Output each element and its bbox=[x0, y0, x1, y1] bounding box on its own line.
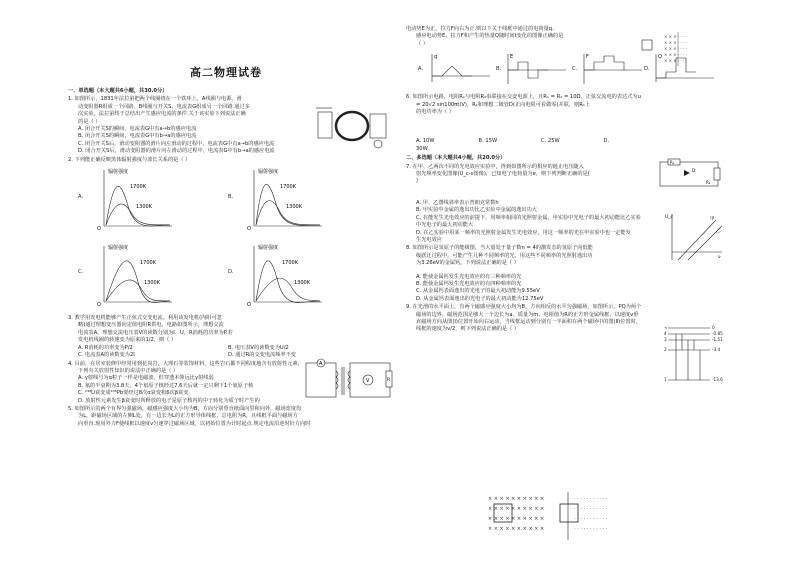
q7-graph bbox=[664, 212, 724, 262]
q6-option-d: D. bbox=[603, 138, 610, 145]
q2-chart-c bbox=[94, 242, 174, 308]
q5-graph-a bbox=[428, 52, 492, 86]
q6-option-a: A. 10W bbox=[416, 138, 435, 145]
q6-circuit bbox=[654, 158, 724, 192]
svg-text:× × × · · · ·: × × × · · · · bbox=[664, 34, 687, 39]
q4-line: 4. 目前，在居室装修中经常用到花岗岩、大理石等装饰材料，这些岩石都不同程度地含有放射性元素， bbox=[68, 360, 303, 367]
q3-options-row1 bbox=[68, 345, 378, 352]
svg-text:× × × × × × × × × ×: × × × × × × × × × × bbox=[488, 496, 545, 502]
q5-line: 为L，距磁场区域的左侧L处，有一边长为L的正方形导体线框，总电阻为R，且线框平面与磁场方 bbox=[78, 413, 298, 420]
level-e: -3.4 bbox=[712, 347, 721, 352]
q7-option-c: C. 在能发生光电效应的前提下，用频率相同的光照射金属，甲实验中光电子的最大初动能比乙实验 bbox=[416, 214, 641, 221]
q6-option-d-value: 30W bbox=[416, 145, 428, 152]
q5-option-b: B. bbox=[496, 66, 502, 73]
q7-line: 7. 在甲、乙两次不同的光电效应实验中，得到如图所示的相应的遏止电压随入 bbox=[406, 163, 584, 170]
q4-option-d: D. 放射性元素发生β衰变时所释放的电子是原子核内的中子转化为质子时产生的 bbox=[78, 397, 260, 404]
svg-text:× × × · · · ·: × × × · · · · bbox=[664, 58, 687, 63]
q1-option-a: A. 闭合开关S的瞬间，电流表G中有a→b的感应电流 bbox=[78, 126, 197, 133]
q6-line: 的电功率为（ ） bbox=[416, 109, 454, 116]
q4-option-c: C. ²³⁸U衰变成²⁰⁶Pb要经过8次α衰变和6次β衰变 bbox=[78, 390, 189, 397]
ammeter-label: A bbox=[319, 361, 323, 367]
q1-line: 次实验，法拉第终于总结出产生感应电流的条件.关于该实验下列说法正确 bbox=[78, 111, 246, 118]
q2-label-1300k: 1300K bbox=[286, 204, 303, 211]
section-heading-single-choice: 一、单选题（本大题共6小题，共30.0分） bbox=[68, 88, 168, 94]
q5-axis-q-heat: Q bbox=[658, 54, 662, 61]
svg-text:× × × · · · ·: × × × · · · · bbox=[664, 46, 687, 51]
q7-line: ) bbox=[416, 178, 419, 185]
q2-label-1700k: 1700K bbox=[130, 184, 147, 191]
svg-text:× × × × × × × × × ×: × × × × × × × × × × bbox=[488, 506, 545, 512]
q7-line: 射光频率变化图像(U_c-ν图像)，已知电子电荷量为e，则下列判断正确的是( bbox=[416, 171, 590, 178]
q2-label-1700k: 1700K bbox=[280, 184, 297, 191]
q6-line: 6. 如图所示电路，电阻R₁与电阻R₂串联接在交变电源上，且R₁ = R₂ = 10Ω，正弦交流电的表达式为u bbox=[406, 94, 641, 101]
q4-line: 下列有关放射性知识的说法中正确的是（ ） bbox=[78, 367, 179, 374]
q1-option-b: B. 闭合开关S的瞬间，电流表G中有b→a的感应电流 bbox=[78, 133, 197, 140]
q6-option-c: C. 25W bbox=[541, 138, 560, 145]
q7-option-d: D. 在乙实验中用某一频率的光照射金属发生光电效应，用这一频率的光在甲实验中也一定能发 bbox=[416, 229, 631, 236]
q8-option-b: B. 能使金属钙发生光电效应的有四种频率的光 bbox=[416, 280, 522, 287]
q2-option-b: B. bbox=[228, 194, 234, 201]
q3-line: 电流表A、理想交流电压表V的读数分别为I、U，R消耗的功率为P.若 bbox=[78, 329, 233, 336]
q6-options bbox=[406, 138, 666, 145]
q2-option-c: C. bbox=[78, 269, 84, 276]
svg-text:· · · · · · · · · · ·: · · · · · · · · · · · bbox=[574, 516, 608, 522]
q8-energy-levels bbox=[664, 324, 730, 386]
svg-text:· · · · · · · · · · ·: · · · · · · · · · · · bbox=[574, 526, 608, 532]
q5-option-c: C. bbox=[572, 66, 578, 73]
q1-coil-diagram bbox=[312, 104, 394, 152]
q2-ylabel: 辐射强度 bbox=[108, 169, 129, 176]
resistor-label: R bbox=[387, 378, 391, 383]
svg-text:· · · · · · · · · · ·: · · · · · · · · · · · bbox=[574, 496, 608, 502]
q1-option-c: C. 闭合开关S后，滑动变阻器的滑片向左滑动的过程中，电流表G中有a→b的感应电流 bbox=[78, 140, 275, 147]
q2-origin: O bbox=[247, 226, 251, 233]
q3-line: 发电机线圈的转速变为原来的1/2，则（ ） bbox=[78, 337, 177, 344]
q2-chart-d bbox=[244, 242, 324, 308]
q7-option-d-cont: 生光电效应 bbox=[416, 236, 442, 243]
question-6 bbox=[406, 94, 736, 153]
svg-text:× × × · · · ·: × × × · · · · bbox=[664, 52, 687, 57]
q4-option-a: A. γ射线与为α粒子一样是电磁波，但穿透本领远比γ射线弱 bbox=[78, 375, 214, 382]
q9-line: 磁场的边界，磁场范围足够大一个边长为a、质量为m、电阻值为R的正方形金属线框，以速度v垂 bbox=[416, 311, 639, 318]
q8-option-a: A. 能使金属钙发生光电效应的有三种频率的光 bbox=[416, 273, 522, 280]
q8-line: 级跃迁过程中，可能产生几种不同频率的光，用这些不同频率的光照射逸出功 bbox=[416, 252, 593, 259]
q5-graph-c bbox=[580, 52, 644, 86]
q7-option-c-cont: 中光电子的最大初动能大 bbox=[416, 222, 474, 229]
level-e: 0 bbox=[712, 325, 715, 330]
q7-option-b: B. 甲实验中金属的逸出功比乙实验中金属的逸出功大 bbox=[416, 207, 537, 214]
q2-label-1700k: 1700K bbox=[140, 260, 157, 267]
q7-axis-uc: U_c bbox=[665, 215, 674, 220]
q3-option-d: D. 通过R的交变电流频率不变 bbox=[228, 352, 296, 359]
q5-axis-f: F bbox=[586, 54, 589, 61]
q2-label-1300k: 1300K bbox=[144, 280, 161, 287]
q1-option-d: D. 闭合开关S后，滑动变阻器的滑片向左滑动的过程中，电流表G中有b→a的感应电流 bbox=[78, 148, 275, 155]
level-e: -0.85 bbox=[712, 331, 723, 336]
level-e: -13.6 bbox=[712, 377, 723, 382]
svg-text:× × × × × × × × × ×: × × × × × × × × × × bbox=[488, 526, 545, 532]
q1-line: 1. 如图所示，1831年法拉第把两个线圈绕在一个铁环上，A线圈与电源、滑 bbox=[68, 96, 242, 103]
voltmeter-label: V bbox=[366, 378, 370, 384]
q5-cont-line: （ ） bbox=[416, 40, 429, 47]
q3-line: 3. 教学用发电机能够产生正弦式交变电流。利用该发电机(内阻可忽 bbox=[68, 315, 222, 322]
level-e: -1.51 bbox=[712, 337, 723, 342]
q8-line: 8. 如图所示是氢原子的能级图，当大量处于量子数n = 4的激发态的氢原子向低能 bbox=[406, 245, 593, 252]
q2-label-1300k: 1300K bbox=[136, 204, 153, 211]
q2-charts bbox=[68, 164, 398, 314]
level-n: ∞ bbox=[664, 325, 668, 330]
q2-label-1300k: 1300K bbox=[294, 280, 311, 287]
r1-label: R₁ bbox=[670, 160, 675, 165]
q2-ylabel: 辐射强度 bbox=[258, 245, 279, 252]
q8-option-c: C. 从金属钙表面逸出的光电子的最大初动能为9.55eV bbox=[416, 288, 540, 295]
q5-cont-line: 电动势E为正，拉力F向右为正.则以下关于线框中通过的电荷量q、 bbox=[406, 26, 558, 32]
q2-option-d: D. bbox=[228, 269, 234, 276]
question-5 bbox=[68, 406, 398, 428]
q3-option-c: C. 电流表A的读数变为2I bbox=[78, 352, 135, 359]
level-n: 3 bbox=[664, 337, 667, 342]
q5-line: 5. 如图所示的两个有界匀强磁场，磁感应强度大小均为B，方向分别垂直纸面向里和向外，磁场宽度均 bbox=[68, 405, 302, 412]
q3-line: 略)通过理想变压器向定值电阻R供电，电路如图所示，理想交流 bbox=[78, 322, 224, 329]
q2-ylabel: 辐射强度 bbox=[258, 169, 279, 176]
q2-origin: O bbox=[247, 302, 251, 309]
q3-circuit bbox=[296, 357, 396, 405]
svg-text:· · · · · · · · · · ·: · · · · · · · · · · · bbox=[574, 506, 608, 512]
q1-line: 的是（ ） bbox=[78, 118, 101, 125]
q1-line: 动变阻器R组成一个回路，B线圈与开关S、电流表G组成另一个回路.通过多 bbox=[78, 103, 250, 110]
q9-line: 9. 在光滑的水平面上，有两个磁感应强度大小均为B，方向相反的水平匀强磁场，如图所示，PQ为两个 bbox=[406, 304, 642, 311]
q5-option-d: D. bbox=[644, 66, 650, 73]
q5-cont-line: 感应电动势E、拉力F和产生的热量Q随时间t变化的图像正确的是 bbox=[416, 33, 564, 40]
q9-line: 线框的速度为v/2，则下列说法正确的是（ ） bbox=[416, 326, 520, 333]
q9-line: 直磁场方向从图(Ⅰ)位置开始向右运动，当线框运动到分别有一半面积在两个磁场中的图(Ⅱ)位置时， bbox=[416, 318, 641, 325]
level-n: 1 bbox=[664, 377, 667, 382]
q7-axis-nu: ν bbox=[718, 255, 721, 260]
q5-option-a: A. bbox=[418, 66, 424, 73]
q7-label-a: 甲 bbox=[710, 217, 715, 222]
diode-label: D bbox=[692, 168, 696, 173]
q5-axis-q: q bbox=[434, 54, 438, 61]
question-3 bbox=[68, 315, 398, 359]
q8-option-d: D. 从金属钙表面逸出的光电子的最大初动能为12.75eV bbox=[416, 295, 544, 302]
q5-magnetic-field-diagram bbox=[640, 30, 702, 72]
svg-text:× × × × × × × × × ×: × × × × × × × × × × bbox=[488, 516, 545, 522]
page-title: 高二物理试卷 bbox=[190, 66, 262, 79]
q5-axis-e: E bbox=[510, 54, 514, 61]
level-n: 4 bbox=[664, 331, 667, 336]
section-heading-multi-choice: 二、多选题（本大题共4小题，共20.0分） bbox=[406, 155, 506, 162]
q3-option-a: A. R消耗的功率变为P/2 bbox=[78, 344, 133, 351]
level-n: 2 bbox=[664, 347, 667, 352]
q6-line: = 20√2 sin100πt(V)，R₁和理想二极管D(正向电阻可看做零)并联，则R₁上 bbox=[416, 101, 591, 108]
q8-line: 为3.26eV的金属钙，下列说法正确的是（ ） bbox=[416, 260, 519, 267]
q2-origin: O bbox=[97, 302, 101, 309]
r2-label: R₂ bbox=[706, 180, 711, 185]
q3-option-b: B. 电压表V的读数变为U/2 bbox=[228, 344, 289, 351]
q6-option-b: B. 15W bbox=[478, 138, 498, 145]
q2-origin: O bbox=[97, 226, 101, 233]
q9-field-diagram bbox=[468, 490, 658, 542]
q5-graph-b bbox=[504, 52, 568, 86]
q2-ylabel: 辐射强度 bbox=[108, 245, 129, 252]
q7-label-b: 乙 bbox=[716, 229, 721, 234]
q7-option-a: A. 甲、乙图线斜率表示普朗克常数h bbox=[416, 199, 499, 206]
question-2: 2. 下列能正确反映黑体辐射强度与波长关系的是（ ） bbox=[68, 156, 191, 163]
q5-line: 向垂直.现用外力F使线框以速度v匀速穿过磁场区域，以初始位置为计时起点.规定电流沿逆时针方向时 bbox=[78, 420, 311, 427]
svg-text:× × × · · · ·: × × × · · · · bbox=[664, 40, 687, 45]
q4-option-b: B. 氡的半衰期为3.8天，4个氡原子核经过7.6天后就一定只剩下1个氡原子核 bbox=[78, 382, 254, 389]
q2-option-a: A. bbox=[78, 194, 84, 201]
q2-chart-a bbox=[94, 166, 174, 232]
q2-chart-b bbox=[244, 166, 324, 232]
q2-label-1700k: 1700K bbox=[282, 260, 299, 267]
